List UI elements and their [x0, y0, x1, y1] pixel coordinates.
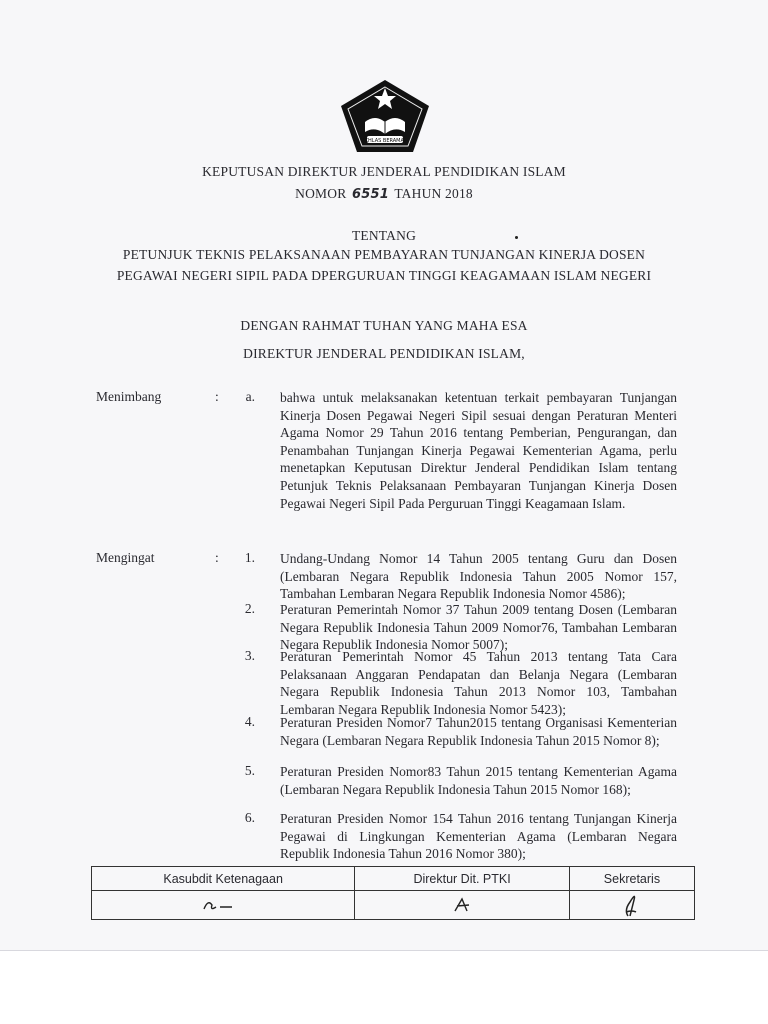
paraf-header-sekretaris: Sekretaris	[569, 867, 694, 891]
rahmat-line: DENGAN RAHMAT TUHAN YANG MAHA ESA	[240, 318, 528, 333]
mengingat-item-4: Peraturan Presiden Nomor7 Tahun2015 tentang Organisasi Kementerian Negara (Lembaran Negara Republik Indonesia Tahun 2015 Nomor 8);	[280, 715, 677, 748]
mengingat-item-5: Peraturan Presiden Nomor83 Tahun 2015 tentang Kementerian Agama (Lembaran Negara Republik Indonesia Tahun 2015 Nomor 168);	[280, 764, 677, 797]
mengingat-colon: :	[215, 550, 219, 565]
paraf-header-row	[92, 867, 695, 891]
mengingat-label: Mengingat	[96, 550, 155, 565]
mengingat-marker-4: 4.	[244, 714, 255, 729]
svg-text:IKHLAS BERAMAL: IKHLAS BERAMAL	[363, 138, 407, 144]
initial-signature-icon	[612, 892, 652, 918]
mengingat-item-2: Peraturan Pemerintah Nomor 37 Tahun 2009 tentang Dosen (Lembaran Negara Republik Indonesia Tahun 2009 Nomor76, Tambahan Lembaran Negara Republik Indonesia Nomor 5007);	[280, 602, 677, 653]
paraf-direktur-cell	[355, 891, 570, 920]
mengingat-marker-6: 6.	[244, 810, 255, 825]
tahun-label: TAHUN 2018	[394, 186, 473, 201]
paraf-table	[91, 866, 695, 920]
official-title: DIREKTUR JENDERAL PENDIDIKAN ISLAM,	[243, 346, 525, 361]
subject-line-1: PETUNJUK TEKNIS PELAKSANAAN PEMBAYARAN TUNJANGAN KINERJA DOSEN	[122, 247, 646, 262]
emblem-icon	[337, 78, 433, 154]
mengingat-item-1: Undang-Undang Nomor 14 Tahun 2005 tentang Guru dan Dosen (Lembaran Negara Republik Indonesia Tahun 2005 Nomor 157, Tambahan Lembaran Negara Republik Indonesia Nomor 4586);	[280, 551, 677, 602]
tentang-heading: TENTANG	[351, 228, 417, 243]
stray-dot	[515, 236, 518, 239]
menimbang-label: Menimbang	[96, 389, 162, 404]
mengingat-marker-1: 1.	[244, 550, 255, 565]
mengingat-marker-3: 3.	[244, 648, 255, 663]
mengingat-marker-2: 2.	[244, 601, 255, 616]
menimbang-item-a: bahwa untuk melaksanakan ketentuan terkait pembayaran Tunjangan Kinerja Dosen Pegawai Negeri Sipil sesuai dengan Peraturan Menteri Agama Nomor 29 Tahun 2016 tentang Pemberian, Pengurangan, dan Penambahan Tunjangan Kinerja Pegawai Kementerian Agama, perlu menetapkan Keputusan Direktur Jenderal Pendidikan Islam tentang Petunjuk Teknis Pelaksanaan Pembayaran Tunjangan Kinerja Dosen Pegawai Negeri Sipil Pada Perguruan Tinggi Keagamaan Islam.	[280, 390, 677, 511]
nomor-value: 6551	[351, 187, 389, 202]
paraf-header-kasubdit: Kasubdit Ketenagaan	[92, 867, 355, 891]
mengingat-marker-5: 5.	[244, 763, 255, 778]
initial-signature-icon	[198, 895, 248, 915]
mengingat-item-3: Peraturan Pemerintah Nomor 45 Tahun 2013 tentang Tata Cara Pelaksanaan Anggaran Pendapatan dan Belanja Negara (Lembaran Negara Republik Indonesia Tahun 2013 Nomor 103, Tambahan Lembaran Negara Republik Indonesia Nomor 5423);	[280, 649, 677, 717]
mengingat-item-6: Peraturan Presiden Nomor 154 Tahun 2016 tentang Tunjangan Kinerja Pegawai di Lingkungan Kementerian Agama (Lembaran Negara Republik Indonesia Tahun 2016 Nomor 380);	[280, 811, 677, 862]
menimbang-colon: :	[215, 389, 219, 404]
paraf-header-direktur: Direktur Dit. PTKI	[355, 867, 570, 891]
paraf-signature-row	[92, 891, 695, 920]
paraf-kasubdit-cell	[92, 891, 355, 920]
menimbang-marker-a: a.	[245, 389, 255, 404]
subject-line-2: PEGAWAI NEGERI SIPIL PADA DPERGURUAN TINGGI KEAGAMAAN ISLAM NEGERI	[116, 268, 652, 283]
ministry-emblem-logo	[337, 78, 433, 154]
paraf-sekretaris-cell	[569, 891, 694, 920]
decree-number-line	[0, 186, 768, 202]
nomor-label: NOMOR	[295, 186, 347, 201]
initial-signature-icon	[447, 895, 477, 915]
decree-title: KEPUTUSAN DIREKTUR JENDERAL PENDIDIKAN ISLAM	[202, 164, 566, 179]
